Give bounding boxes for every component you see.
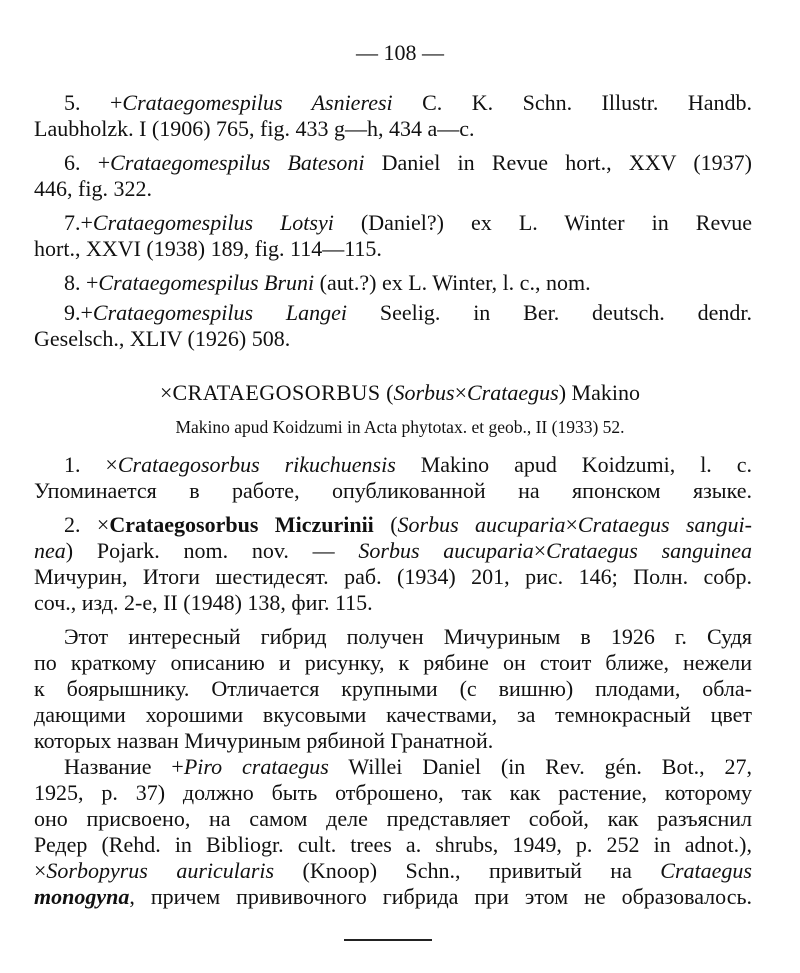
para-2-line-3: оно присвоено, на самом деле представляет собой, как разъяснил (34, 806, 752, 831)
hybrid-cross: × (80, 452, 118, 477)
hybrid-sign: + (80, 300, 93, 325)
taxon-name: Sorbopyrus auricularis (46, 858, 275, 883)
entry-number: 7. (64, 210, 81, 235)
species-2-line-1 (64, 512, 752, 538)
hybrid-cross: × (533, 538, 547, 563)
hybrid-sign: + (97, 150, 111, 175)
authority: ) Makino (558, 380, 640, 405)
hybrid-cross: × (160, 380, 173, 405)
taxon-name: Crataegomespilus Batesoni (110, 150, 365, 175)
para-2-line-6 (34, 884, 752, 910)
paren: ( (373, 512, 398, 537)
taxon-name: Piro crataegus (183, 754, 329, 779)
species-1-line-1 (64, 452, 752, 478)
taxon-name: Crataegomespilus Asnieresi (122, 90, 393, 115)
hybrid-sign: + (109, 90, 123, 115)
para-2-line-4: Редер (Rehd. in Bibliogr. cult. trees a. shrubs, 1949, p. 252 in adnot.), (34, 832, 752, 857)
taxon-name: Crataegomespilus Lotsyi (92, 210, 334, 235)
entry-number: 5. (64, 90, 81, 115)
para-2-line-1 (64, 754, 752, 780)
entry-7-line-1 (64, 210, 752, 236)
entry-number: 1. (64, 452, 81, 477)
hybrid-cross: × (454, 380, 467, 405)
parent-sorbus: Sorbus (393, 380, 455, 405)
epithet-fragment: nea (34, 538, 66, 563)
hybrid-cross: × (565, 512, 578, 537)
taxon-epithet: monogyna (34, 884, 130, 909)
hybrid-cross: × (34, 858, 47, 883)
hybrid-sign: + (171, 754, 184, 779)
taxon-name: Crataegosorbus rikuchuensis (117, 452, 396, 477)
entry-number: 8. (64, 270, 81, 295)
parent-sorbus: Sorbus aucuparia (397, 512, 566, 537)
para-1-line-3: к боярышнику. Отличается крупными (с вишню) плодами, обла- (34, 676, 752, 701)
citation-text: Seelig. in Ber. deutsch. dendr. (347, 300, 752, 325)
citation-text: Daniel in Revue hort., XXV (1937) (364, 150, 752, 175)
citation-text: Makino apud Koidzumi, l. c. (395, 452, 752, 477)
hybrid-sign: + (80, 210, 93, 235)
entry-6-line-1 (64, 150, 752, 176)
entry-number: 6. (64, 150, 81, 175)
citation-text: ) Pojark. nom. nov. — (65, 538, 359, 563)
text: Название (64, 754, 172, 779)
page-number: — 108 — (356, 40, 444, 65)
genus-name: CRATAEGOSORBUS (172, 380, 381, 405)
entry-8-line-1 (64, 270, 591, 296)
citation-text: (aut.?) ex L. Winter, l. c., nom. (314, 270, 591, 295)
taxon-name: Crataegus (660, 858, 752, 883)
taxon-name: Crataegomespilus Bruni (98, 270, 315, 295)
parent-sorbus: Sorbus aucuparia (358, 538, 534, 563)
text: (Knoop) Schn., привитый на (274, 858, 661, 883)
para-1-line-5: которых назван Мичуриным рябиной Гранатной. (34, 728, 494, 753)
para-1-line-2: по краткому описанию и рисунку, к рябине он стоит ближе, нежели (34, 650, 752, 675)
entry-5-line-2: Laubholzk. I (1906) 765, fig. 433 g—h, 434 a—c. (34, 116, 475, 141)
genus-heading (0, 380, 800, 406)
para-2-line-2: 1925, p. 37) должно быть отброшено, так как растение, которому (34, 780, 752, 805)
genus-citation: Makino apud Koidzumi in Acta phytotax. et geob., II (1933) 52. (175, 417, 625, 437)
para-2-line-5 (34, 858, 752, 884)
entry-9-line-1 (64, 300, 752, 326)
para-1-line-1: Этот интересный гибрид получен Мичуриным в 1926 г. Судя (64, 624, 752, 649)
entry-number: 2. (64, 512, 81, 537)
hybrid-sign: + (86, 270, 99, 295)
entry-number: 9. (64, 300, 81, 325)
parent-crataegus: Crataegus sanguinea (546, 538, 753, 563)
entry-9-line-2: Geselsch., XLIV (1926) 508. (34, 326, 291, 351)
entry-5-line-1 (64, 90, 752, 116)
species-2-line-2 (34, 538, 752, 564)
entry-6-line-2: 446, fig. 322. (34, 176, 152, 201)
para-1-line-4: дающими хорошими вкусовыми качествами, за темнокрасный цвет (34, 702, 752, 727)
species-2-line-4: соч., изд. 2-е, II (1948) 138, фиг. 115. (34, 590, 373, 615)
taxon-name: Crataegomespilus Langei (92, 300, 347, 325)
citation-text: (Daniel?) ex L. Winter in Revue (333, 210, 752, 235)
species-2-line-3: Мичурин, Итоги шестидесят. раб. (1934) 201, рис. 146; Полн. собр. (34, 564, 752, 589)
entry-7-line-2: hort., XXVI (1938) 189, fig. 114—115. (34, 236, 382, 261)
parent-crataegus: Crataegus sangui- (577, 512, 752, 537)
text: , причем прививочного гибрида при этом не образовалось. (129, 884, 752, 909)
citation-text: C. K. Schn. Illustr. Handb. (392, 90, 753, 115)
taxon-name: Crataegosorbus Miczurinii (109, 512, 374, 537)
footer-rule (344, 939, 432, 941)
paren: ( (380, 380, 394, 405)
species-1-line-2: Упоминается в работе, опубликованной на японском языке. (34, 478, 752, 503)
parent-crataegus: Crataegus (467, 380, 559, 405)
citation-text: Willei Daniel (in Rev. gén. Bot., 27, (328, 754, 752, 779)
hybrid-cross: × (80, 512, 110, 537)
